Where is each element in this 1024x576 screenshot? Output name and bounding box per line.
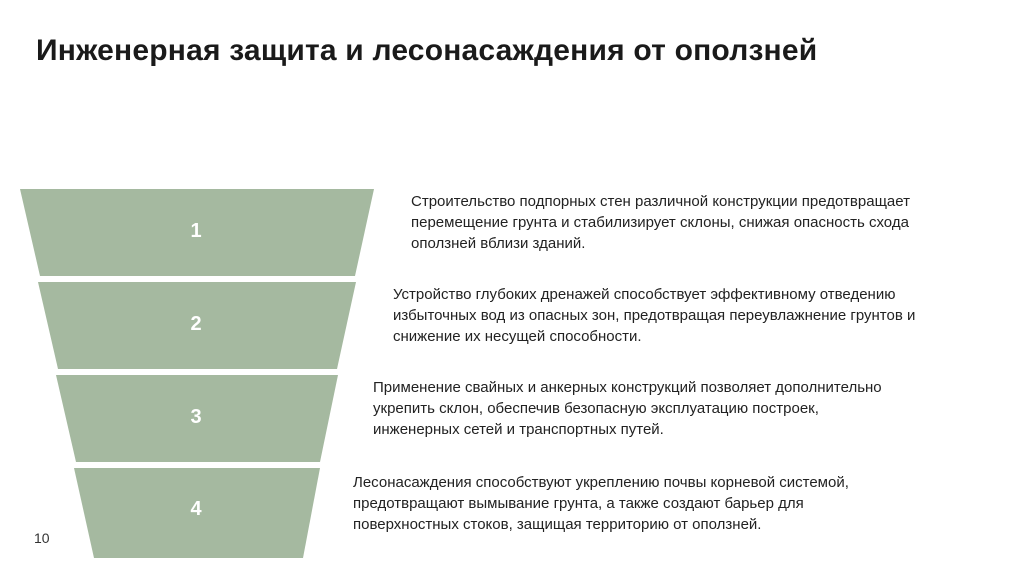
step-number-3: 3 [190, 406, 202, 428]
step-number-1: 1 [190, 220, 202, 242]
page-number: 10 [34, 530, 50, 546]
step-description-4: Лесонасаждения способствуют укреплению почвы корневой системой, предотвращают вымывание грунта, а также создают барьер для поверхностных стоков, защищая территорию от оползней. [353, 474, 849, 533]
step-description-1: Строительство подпорных стен различной конструкции предотвращает перемещение грунта и стабилизирует склоны, снижая опасность схода оползней вблизи зданий. [411, 193, 910, 252]
step-number-4: 4 [190, 498, 202, 520]
slide-title: Инженерная защита и лесонасаждения от оползней [36, 34, 818, 67]
step-description-3: Применение свайных и анкерных конструкций позволяет дополнительно укрепить склон, обеспечив безопасную эксплуатацию построек, инженерных сетей и транспортных путей. [373, 379, 882, 438]
step-description-2: Устройство глубоких дренажей способствует эффективному отведению избыточных вод из опасных зон, предотвращая переувлажнение грунтов и снижение их несущей способности. [393, 286, 916, 345]
step-number-2: 2 [190, 313, 202, 335]
